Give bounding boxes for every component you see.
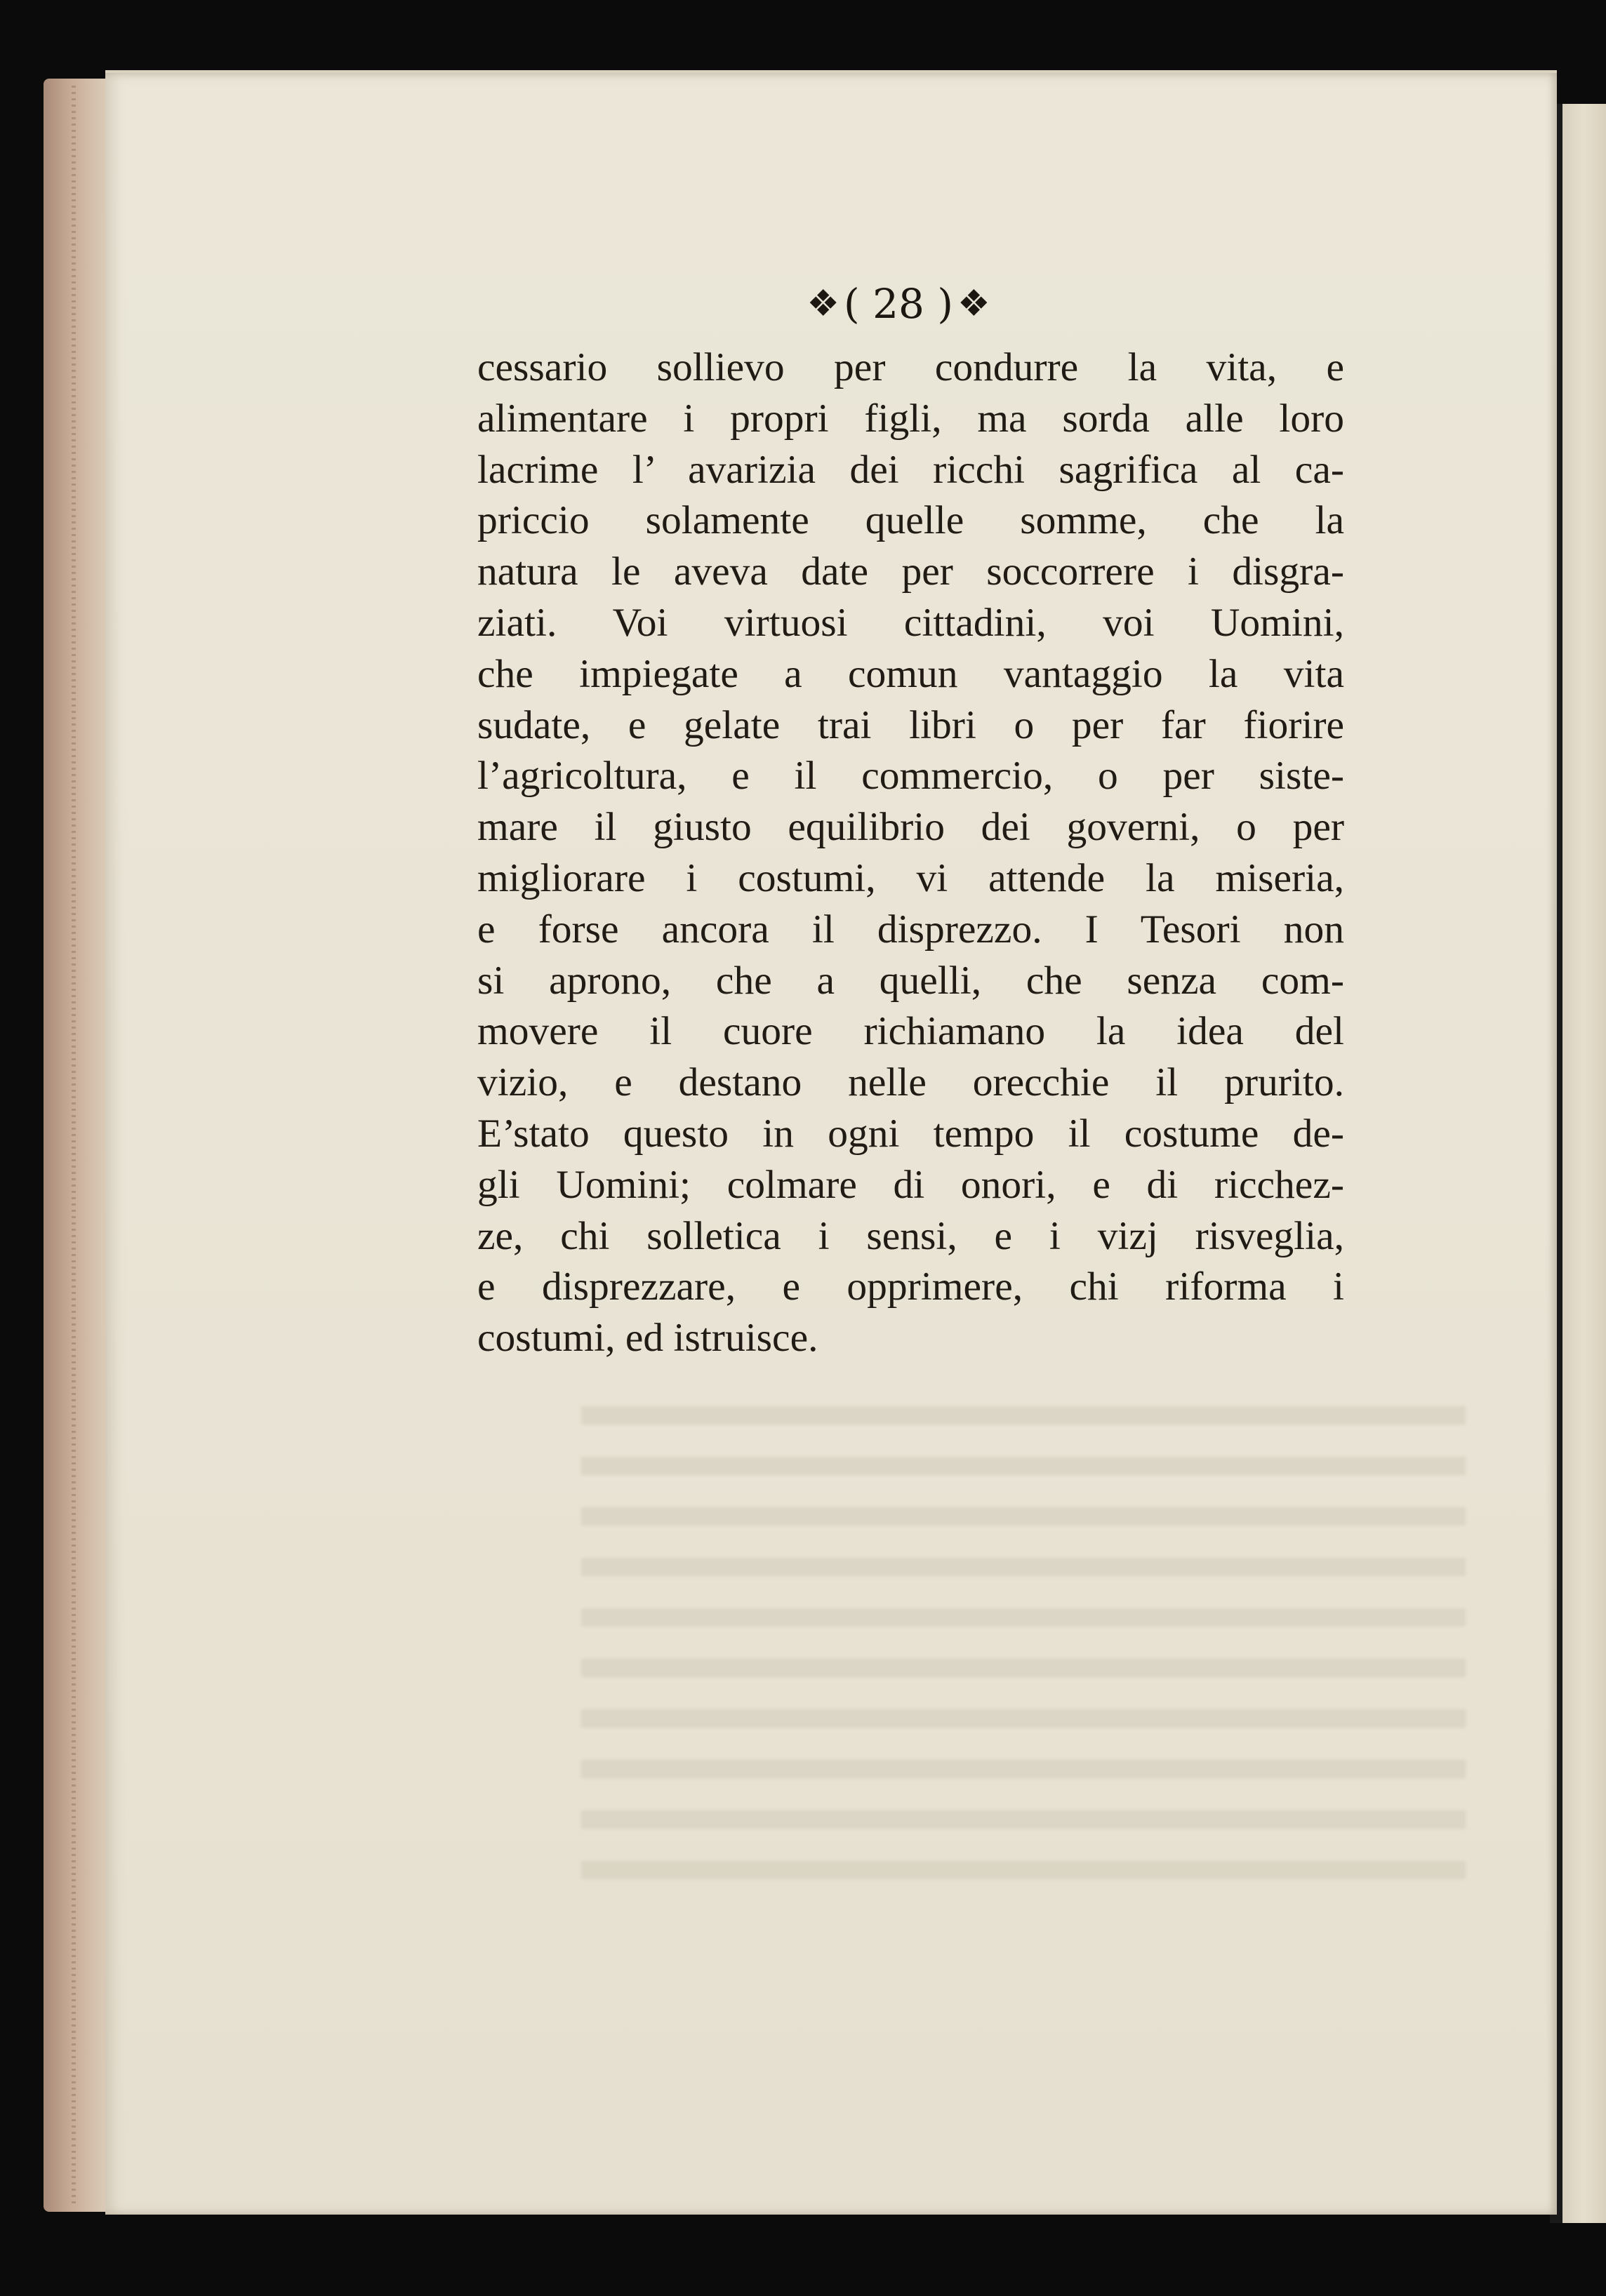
text-line: priccio solamente quelle somme, che la xyxy=(477,498,1344,543)
text-line: movere il cuore richiamano la idea del xyxy=(477,1009,1344,1054)
text-line: e forse ancora il disprezzo. I Tesori non xyxy=(477,907,1344,952)
text-line: natura le aveva date per soccorrere i disgra- xyxy=(477,549,1344,594)
next-leaf-edge xyxy=(1550,104,1606,2223)
page-number: ( 28 ) xyxy=(844,280,953,328)
text-line: costumi, ed istruisce. xyxy=(477,1316,818,1361)
text-line: E’stato questo in ogni tempo il costume de- xyxy=(477,1111,1344,1156)
text-line: ziati. Voi virtuosi cittadini, voi Uomini, xyxy=(477,600,1344,645)
text-line: l’agricoltura, e il commercio, o per siste- xyxy=(477,754,1344,799)
text-line: alimentare i propri figli, ma sorda alle loro xyxy=(477,396,1344,441)
left-fleuron-icon: ❖ xyxy=(807,283,840,325)
text-line: sudate, e gelate trai libri o per far fiorire xyxy=(477,702,1344,747)
text-line: vizio, e destano nelle orecchie il prurito. xyxy=(477,1060,1344,1105)
text-line: lacrime l’ avarizia dei ricchi sagrifica al ca- xyxy=(477,447,1344,492)
text-line: che impiegate a comun vantaggio la vita xyxy=(477,651,1344,696)
text-line: mare il giusto equilibrio dei governi, o per xyxy=(477,805,1344,850)
page-header xyxy=(730,272,1067,335)
text-line: ze, chi solletica i sensi, e i vizj risveglia, xyxy=(477,1213,1344,1258)
text-line: si aprono, che a quelli, che senza com- xyxy=(477,958,1344,1003)
verso-bleed-through xyxy=(581,1392,1466,1897)
right-fleuron-icon: ❖ xyxy=(957,283,990,325)
text-line: cessario sollievo per condurre la vita, e xyxy=(477,345,1344,389)
text-line: e disprezzare, e opprimere, chi riforma i xyxy=(477,1264,1344,1309)
text-line: gli Uomini; colmare di onori, e di ricchez- xyxy=(477,1162,1344,1207)
body-text xyxy=(477,342,1344,1364)
text-line: migliorare i costumi, vi attende la miseria, xyxy=(477,855,1344,900)
